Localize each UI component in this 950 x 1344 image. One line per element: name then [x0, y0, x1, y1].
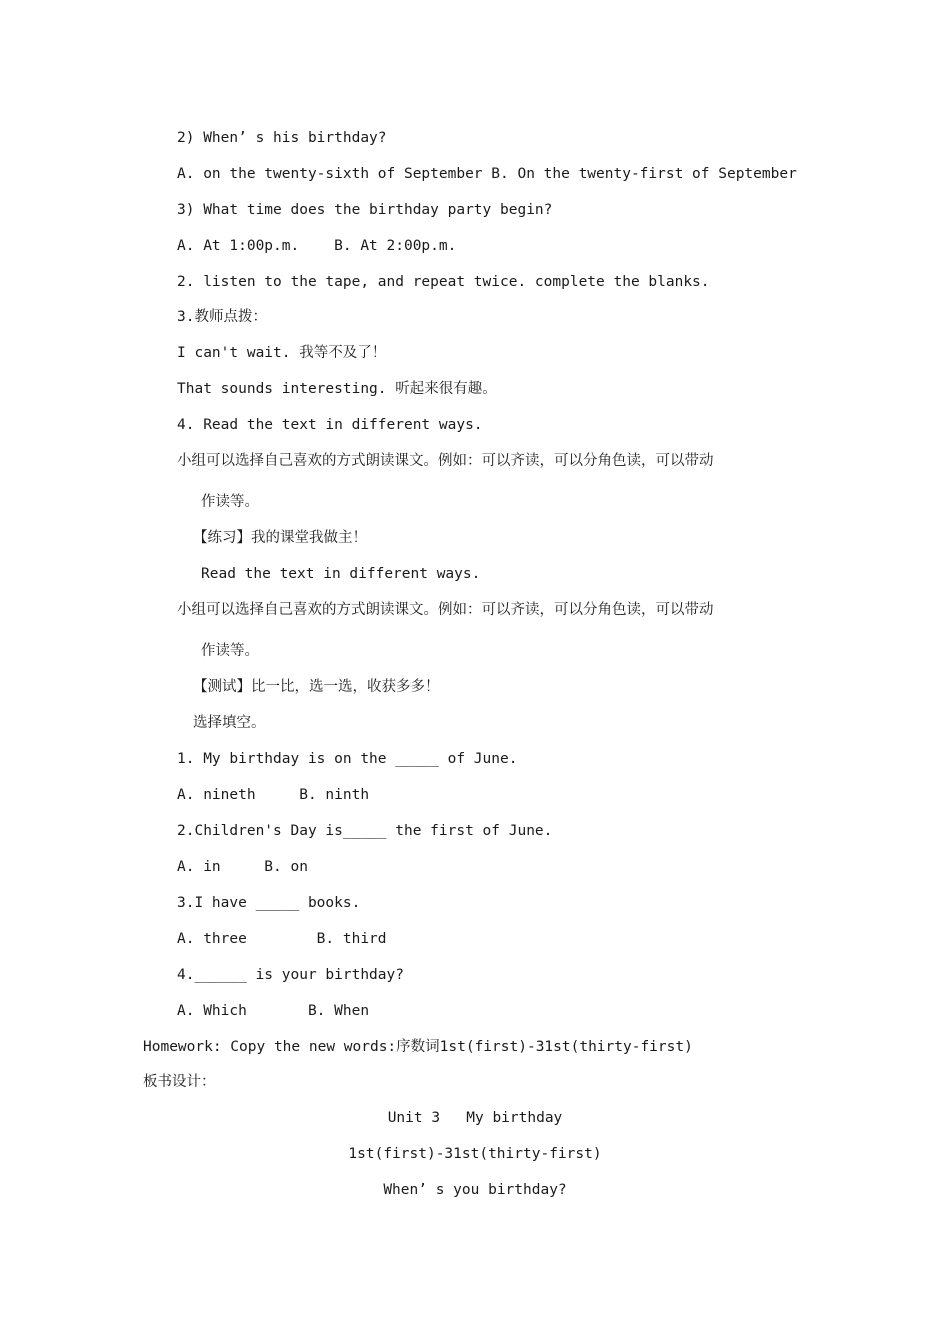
practice-read-text: Read the text in different ways. [201, 566, 481, 582]
practice-heading: 【练习】我的课堂我做主！ [193, 530, 367, 546]
group-reading-note-2: 小组可以选择自己喜欢的方式朗读课文。例如：可以齐读，可以分角色读，可以带动 [177, 602, 714, 618]
test-question-2: 2.Children's Day is_____ the first of June. [177, 823, 553, 839]
homework-line: Homework: Copy the new words:序数词1st(first)-31st(thirty-first) [143, 1039, 693, 1055]
test-question-4: 4.______ is your birthday? [177, 967, 404, 983]
board-title: Unit 3 My birthday [387, 1110, 563, 1126]
fill-blank-heading: 选择填空。 [193, 715, 266, 731]
test-question-3-options: A. three B. third [177, 931, 387, 947]
question-2: 2) When’ s his birthday? [177, 130, 387, 146]
group-reading-note-1-cont: 作读等。 [201, 494, 259, 510]
step-3-heading: 3.教师点拨： [177, 309, 267, 325]
board-design-heading: 板书设计： [143, 1074, 216, 1090]
test-question-1: 1. My birthday is on the _____ of June. [177, 751, 518, 767]
test-question-3: 3.I have _____ books. [177, 895, 361, 911]
group-reading-note-1: 小组可以选择自己喜欢的方式朗读课文。例如：可以齐读，可以分角色读，可以带动 [177, 453, 714, 469]
question-3-options: A. At 1:00p.m. B. At 2:00p.m. [177, 238, 457, 254]
step-4-instruction: 4. Read the text in different ways. [177, 417, 483, 433]
test-heading: 【测试】比一比，选一选，收获多多！ [193, 679, 440, 695]
group-reading-note-2-cont: 作读等。 [201, 643, 259, 659]
tip-line-2: That sounds interesting. 听起来很有趣。 [177, 381, 497, 397]
tip-line-1: I can't wait. 我等不及了！ [177, 345, 387, 361]
test-question-2-options: A. in B. on [177, 859, 308, 875]
question-2-options: A. on the twenty-sixth of September B. On the twenty-first of September [177, 166, 797, 182]
test-question-1-options: A. nineth B. ninth [177, 787, 370, 803]
board-line-2: 1st(first)-31st(thirty-first) [348, 1146, 602, 1162]
question-3: 3) What time does the birthday party begin? [177, 202, 553, 218]
step-2-instruction: 2. listen to the tape, and repeat twice. complete the blanks. [177, 274, 710, 290]
test-question-4-options: A. Which B. When [177, 1003, 370, 1019]
board-line-3: When’ s you birthday? [383, 1182, 567, 1198]
